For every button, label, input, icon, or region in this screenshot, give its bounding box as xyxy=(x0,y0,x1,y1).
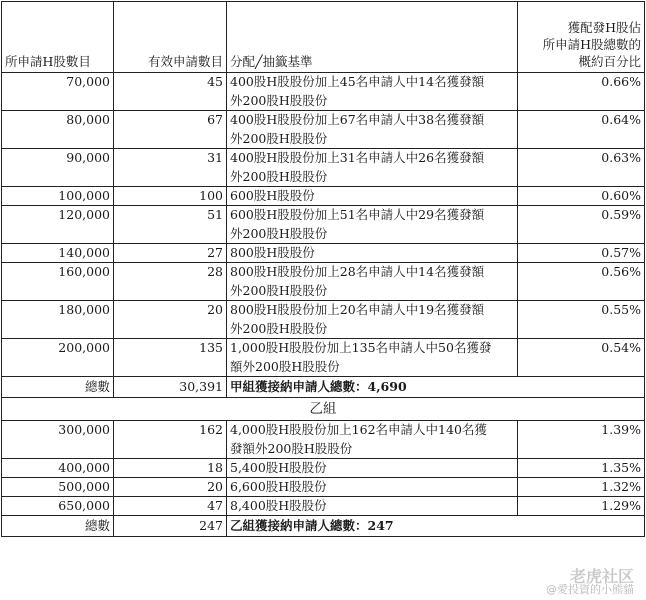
valid-applications-cell: 51 xyxy=(114,206,227,244)
header-percentage-line: 概約百分比 xyxy=(578,54,641,69)
allocation-basis-cell xyxy=(227,244,518,263)
group-b-title: 乙組 xyxy=(2,398,645,421)
allocation-basis-line: 6,600股H股股份 xyxy=(230,479,327,494)
total-row-a xyxy=(2,377,645,398)
allocation-basis-line: 外200股H股股份 xyxy=(230,225,328,241)
percentage-cell: 1.29% xyxy=(518,497,645,516)
allocation-basis-cell xyxy=(227,111,518,149)
percentage-cell: 0.63% xyxy=(518,149,645,187)
allocation-basis-cell xyxy=(227,421,518,459)
table-row xyxy=(2,187,645,206)
header-percentage xyxy=(518,2,645,73)
allocation-basis-line: 外200股H股股份 xyxy=(230,168,328,184)
percentage-cell: 0.59% xyxy=(518,206,645,244)
valid-applications-cell: 47 xyxy=(114,497,227,516)
group-b-heading-row xyxy=(2,398,645,421)
valid-applications-cell: 20 xyxy=(114,478,227,497)
allocation-basis-line: 400股H股股份加上31名申請人中26名獲發額 xyxy=(230,150,485,165)
allocation-basis-line: 外200股H股股份 xyxy=(230,130,328,146)
table-row xyxy=(2,497,645,516)
shares-applied-cell: 140,000 xyxy=(2,244,114,263)
header-percentage-line: 所申請H股總數的 xyxy=(542,37,641,52)
shares-applied-cell: 80,000 xyxy=(2,111,114,149)
total-label: 總數 xyxy=(2,516,114,537)
shares-applied-cell: 400,000 xyxy=(2,459,114,478)
header-allocation-basis: 分配╱抽籤基準 xyxy=(227,2,518,73)
valid-applications-cell: 135 xyxy=(114,339,227,377)
watermark xyxy=(546,567,634,596)
allocation-basis-line: 8,400股H股股份 xyxy=(230,498,327,513)
percentage-cell: 0.64% xyxy=(518,111,645,149)
allocation-basis-line: 800股H股股份加上28名申請人中14名獲發額 xyxy=(230,264,485,279)
shares-applied-cell: 650,000 xyxy=(2,497,114,516)
valid-applications-cell: 100 xyxy=(114,187,227,206)
allocation-basis-cell xyxy=(227,149,518,187)
table-row xyxy=(2,149,645,187)
shares-applied-cell: 70,000 xyxy=(2,73,114,111)
table-row xyxy=(2,263,645,301)
total-count: 247 xyxy=(114,516,227,537)
percentage-cell: 0.54% xyxy=(518,339,645,377)
allocation-basis-line: 外200股H股股份 xyxy=(230,92,328,108)
allocation-basis-line: 400股H股股份加上67名申請人中38名獲發額 xyxy=(230,112,485,127)
table-row xyxy=(2,339,645,377)
percentage-cell: 0.60% xyxy=(518,187,645,206)
allocation-basis-cell xyxy=(227,301,518,339)
header-valid-applications: 有效申請數目 xyxy=(114,2,227,73)
allocation-table xyxy=(1,1,645,537)
total-summary: 甲組獲接納申請人總數：4,690 xyxy=(227,377,645,398)
table-row xyxy=(2,206,645,244)
allocation-basis-cell xyxy=(227,459,518,478)
group-b-rows xyxy=(2,421,645,516)
total-count: 30,391 xyxy=(114,377,227,398)
table-row xyxy=(2,478,645,497)
allocation-basis-cell xyxy=(227,478,518,497)
total-summary: 乙組獲接納申請人總數：247 xyxy=(227,516,645,537)
watermark-logo-text: 老虎社区 xyxy=(569,567,634,586)
percentage-cell: 0.55% xyxy=(518,301,645,339)
shares-applied-cell: 100,000 xyxy=(2,187,114,206)
shares-applied-cell: 180,000 xyxy=(2,301,114,339)
table-row xyxy=(2,459,645,478)
table-row xyxy=(2,421,645,459)
allocation-basis-line: 外200股H股股份 xyxy=(230,320,328,336)
allocation-basis-cell xyxy=(227,339,518,377)
percentage-cell: 0.57% xyxy=(518,244,645,263)
allocation-basis-cell xyxy=(227,497,518,516)
allocation-basis-line: 800股H股股份 xyxy=(230,245,315,260)
percentage-cell: 1.39% xyxy=(518,421,645,459)
table-row xyxy=(2,111,645,149)
total-label: 總數 xyxy=(2,377,114,398)
percentage-cell: 0.66% xyxy=(518,73,645,111)
header-row xyxy=(2,2,645,73)
shares-applied-cell: 160,000 xyxy=(2,263,114,301)
percentage-cell: 1.32% xyxy=(518,478,645,497)
allocation-basis-line: 額外200股H股股份 xyxy=(230,358,340,374)
allocation-basis-line: 外200股H股股份 xyxy=(230,282,328,298)
shares-applied-cell: 120,000 xyxy=(2,206,114,244)
allocation-basis-cell xyxy=(227,206,518,244)
valid-applications-cell: 45 xyxy=(114,73,227,111)
shares-applied-cell: 300,000 xyxy=(2,421,114,459)
group-a-total xyxy=(2,377,645,421)
header-percentage-line: 獲配發H股佔 xyxy=(567,20,641,35)
watermark-author: @愛投資的小熊貓 xyxy=(546,583,634,596)
percentage-cell: 1.35% xyxy=(518,459,645,478)
allocation-basis-line: 1,000股H股股份加上135名申請人中50名獲發 xyxy=(230,340,492,355)
shares-applied-cell: 500,000 xyxy=(2,478,114,497)
allocation-basis-line: 600股H股股份 xyxy=(230,188,315,203)
allocation-basis-line: 5,400股H股股份 xyxy=(230,460,327,475)
shares-applied-cell: 200,000 xyxy=(2,339,114,377)
group-b-total xyxy=(2,516,645,537)
total-row-b xyxy=(2,516,645,537)
allocation-basis-cell xyxy=(227,73,518,111)
valid-applications-cell: 27 xyxy=(114,244,227,263)
valid-applications-cell: 162 xyxy=(114,421,227,459)
header-shares-applied: 所申請H股數目 xyxy=(2,2,114,73)
allocation-basis-line: 800股H股股份加上20名申請人中19名獲發額 xyxy=(230,302,485,317)
shares-applied-cell: 90,000 xyxy=(2,149,114,187)
allocation-basis-line: 發額外200股H股股份 xyxy=(230,440,353,456)
valid-applications-cell: 18 xyxy=(114,459,227,478)
allocation-basis-line: 600股H股股份加上51名申請人中29名獲發額 xyxy=(230,207,485,222)
table-row xyxy=(2,301,645,339)
allocation-basis-line: 400股H股股份加上45名申請人中14名獲發額 xyxy=(230,74,485,89)
valid-applications-cell: 67 xyxy=(114,111,227,149)
table-row xyxy=(2,244,645,263)
table-row xyxy=(2,73,645,111)
group-a-rows xyxy=(2,73,645,377)
valid-applications-cell: 31 xyxy=(114,149,227,187)
allocation-basis-cell xyxy=(227,187,518,206)
percentage-cell: 0.56% xyxy=(518,263,645,301)
valid-applications-cell: 28 xyxy=(114,263,227,301)
valid-applications-cell: 20 xyxy=(114,301,227,339)
allocation-basis-line: 4,000股H股股份加上162名申請人中140名獲 xyxy=(230,422,487,437)
allocation-basis-cell xyxy=(227,263,518,301)
